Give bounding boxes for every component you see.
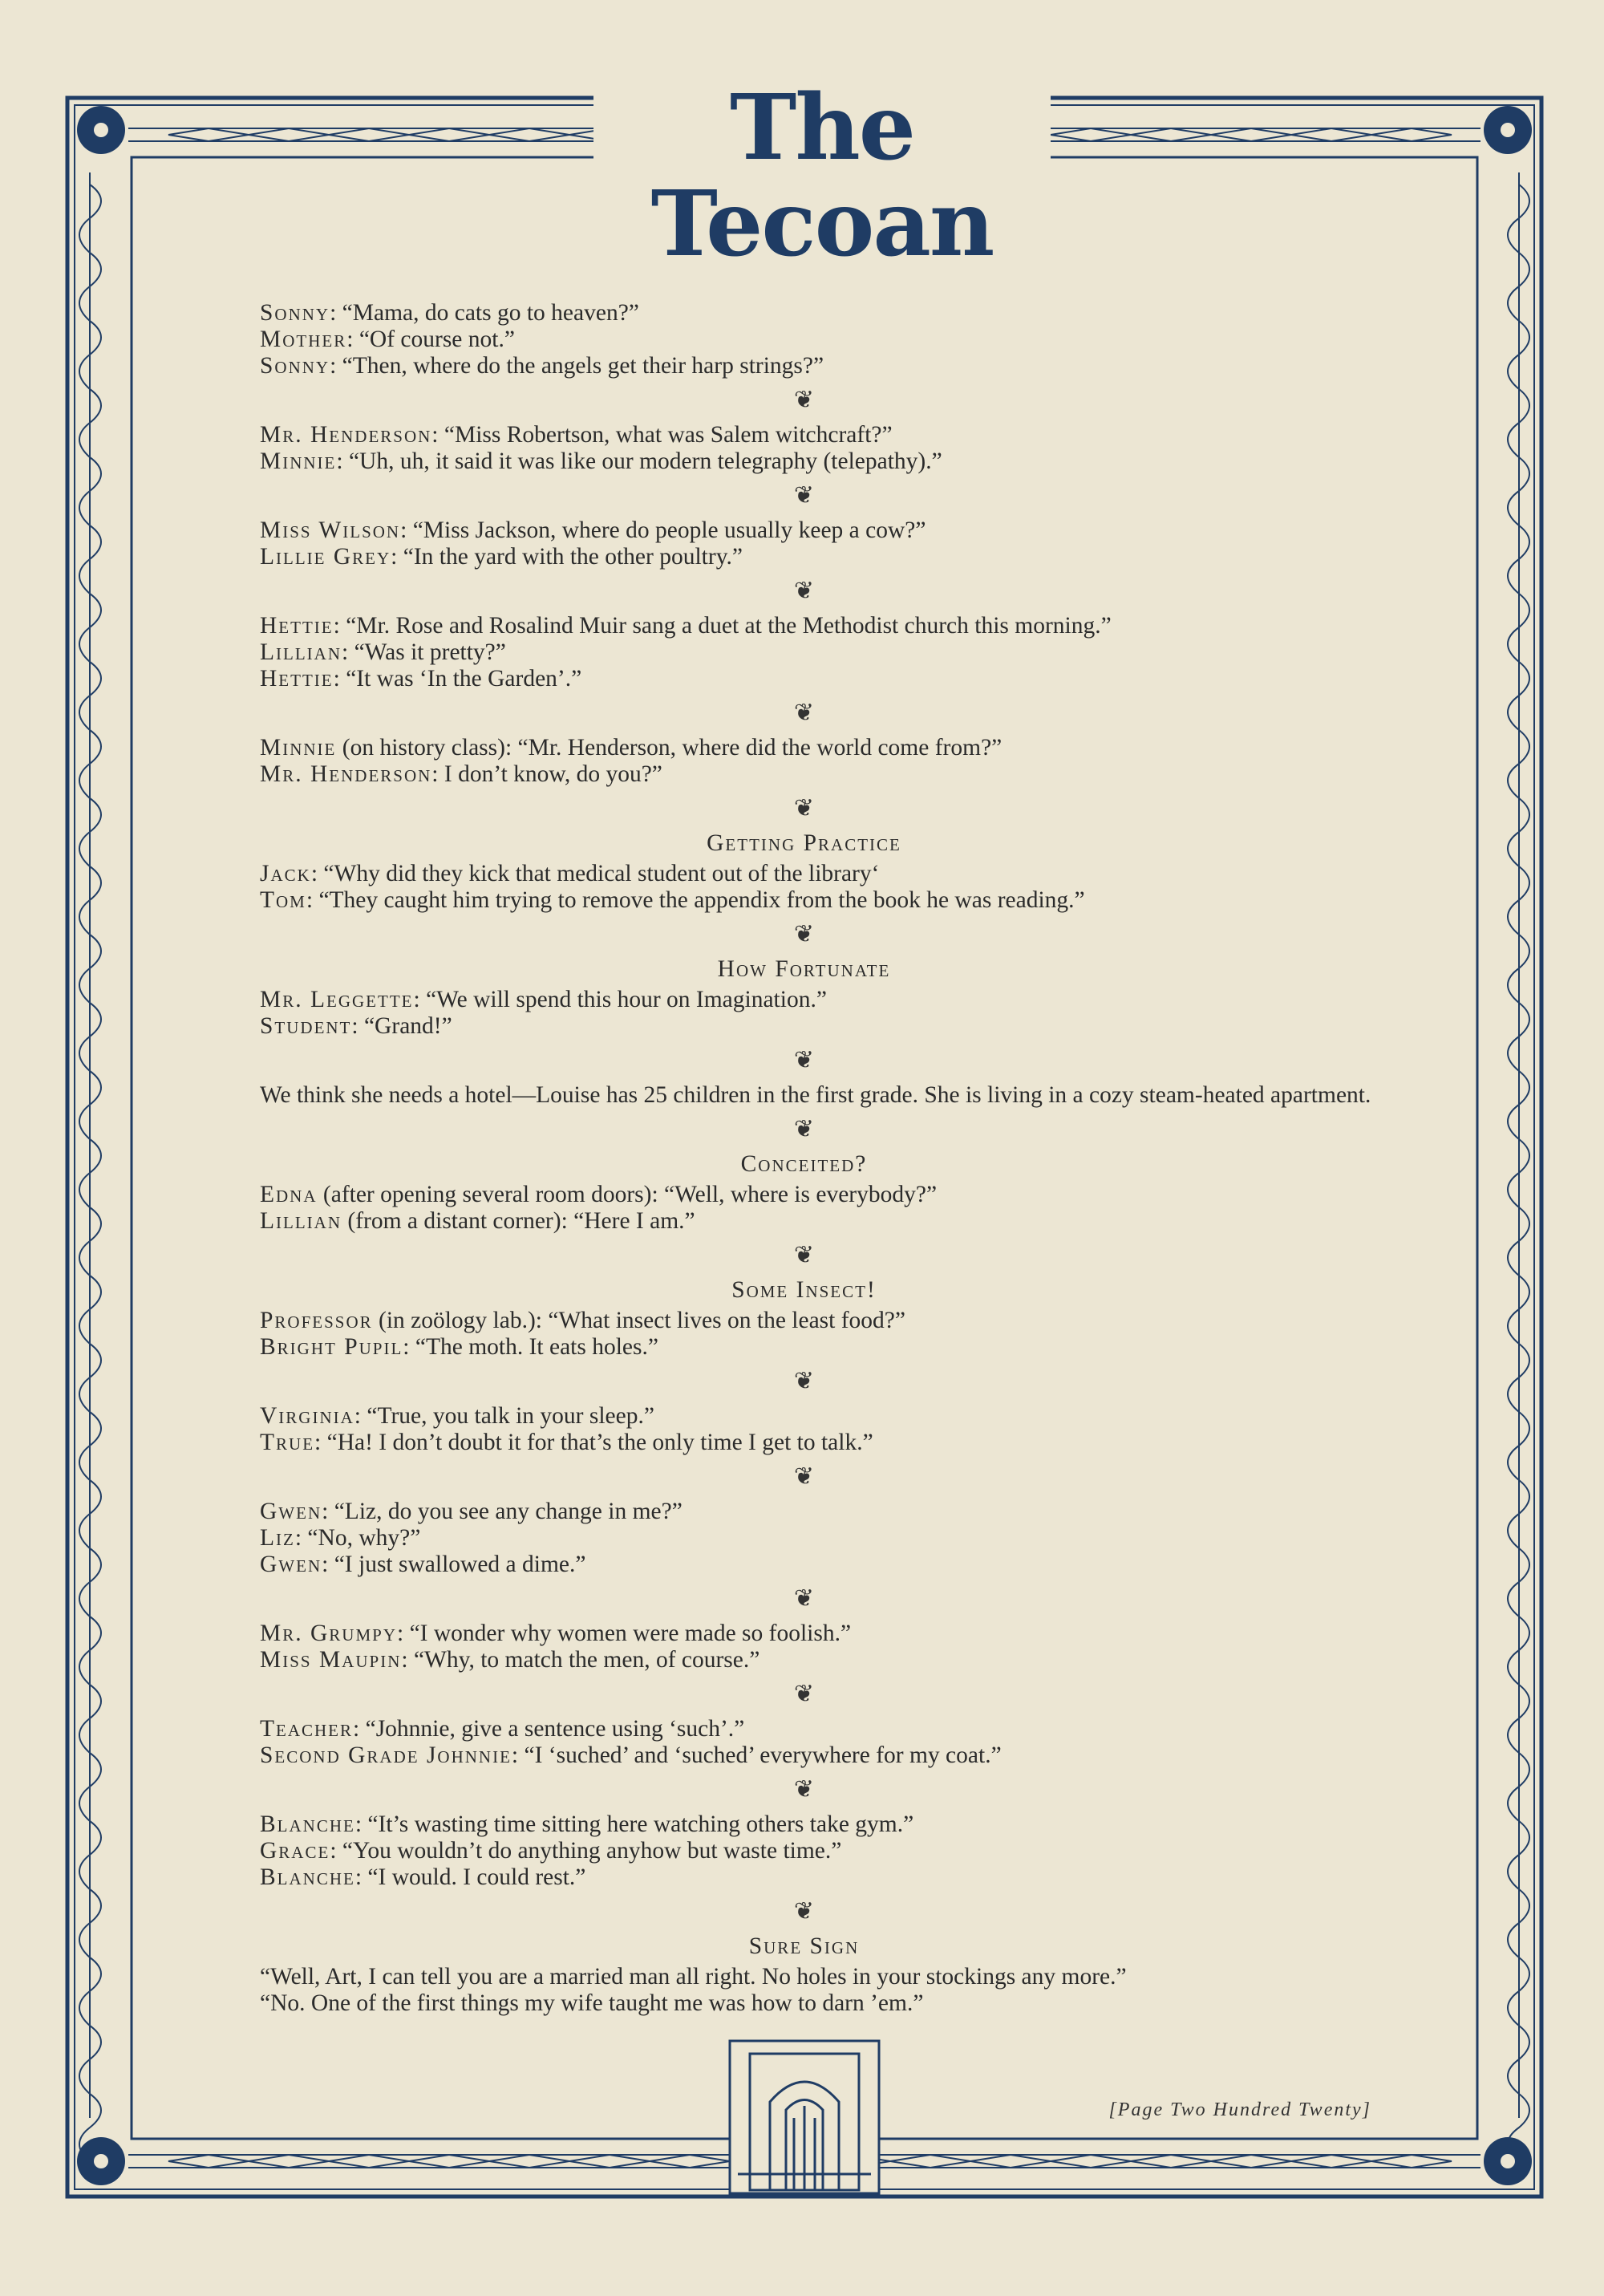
speaker-name: Lillian (260, 639, 342, 665)
speaker-name: Blanche (260, 1811, 355, 1837)
speaker-separator: : (322, 1499, 334, 1524)
spoken-text: “Of course not.” (358, 327, 515, 352)
dialogue-line (233, 544, 1375, 570)
speaker-name: Hettie (260, 666, 334, 692)
band-diamond-bottom (168, 2155, 249, 2168)
speaker-name: Bright Pupil (260, 1334, 403, 1360)
masthead-title: The Tecoan (593, 80, 1051, 176)
dialogue-line (233, 1716, 1375, 1742)
speaker-name: Minnie (260, 735, 337, 761)
speaker-name: Mr. Grumpy (260, 1621, 397, 1646)
speaker-separator: : (403, 1334, 415, 1360)
dialogue-line (233, 861, 1375, 887)
spoken-text: (from a distant corner): “Here I am.” (347, 1208, 695, 1234)
speaker-separator: : (322, 1552, 334, 1577)
joke-heading: Getting Practice (707, 830, 901, 856)
spoken-text: “I ‘suched’ and ‘suched’ everywhere for my coat.” (524, 1742, 1002, 1768)
spoken-text: “You wouldn’t do anything anyhow but waste time.” (342, 1838, 842, 1864)
joke-heading: Sure Sign (748, 1933, 860, 1959)
speaker-separator: : (354, 1811, 368, 1837)
band-diamond-top (409, 128, 489, 141)
speaker-separator (336, 735, 342, 761)
separator-ornament: ❦ (793, 1681, 815, 1707)
speaker-separator: : (353, 1716, 366, 1742)
joke-block (233, 1933, 1375, 2017)
speaker-separator: : (330, 353, 342, 379)
separator-ornament: ❦ (793, 700, 815, 726)
dialogue-line (233, 1621, 1375, 1647)
speaker-separator: : (351, 1013, 364, 1039)
speaker-separator: : (333, 613, 346, 639)
dialogue-line (233, 613, 1375, 639)
prose-line: “Well, Art, I can tell you are a married man all right. No holes in your stockings any more.” (260, 1964, 1127, 1990)
dialogue-line (233, 1013, 1375, 1040)
speaker-separator: : (306, 887, 319, 913)
speaker-name: Gwen (260, 1499, 322, 1524)
speaker-name: Miss Wilson (260, 517, 401, 543)
band-diamond-top (1131, 128, 1211, 141)
dialogue-line (233, 327, 1375, 353)
speaker-name: Virginia (260, 1403, 354, 1429)
separator-ornament: ❦ (793, 387, 815, 413)
dialogue-line (233, 1308, 1375, 1334)
band-diamond-bottom (329, 2155, 409, 2168)
speaker-name: Hettie (260, 613, 334, 639)
band-diamond-bottom (970, 2155, 1051, 2168)
speaker-separator: : (413, 987, 427, 1012)
dialogue-line (233, 639, 1375, 666)
dialogue-line (233, 1552, 1375, 1578)
speaker-name: Mother (260, 327, 347, 352)
separator-ornament: ❦ (793, 795, 815, 821)
dialogue-line (233, 448, 1375, 475)
joke-block (233, 422, 1375, 475)
speaker-separator (318, 1182, 323, 1207)
dialogue-line (233, 1647, 1375, 1673)
speaker-name: True (260, 1430, 315, 1455)
dialogue-line (233, 353, 1375, 379)
spoken-text: (after opening several room doors): “Well, where is everybody?” (322, 1182, 938, 1207)
joke-heading: Some Insect! (731, 1277, 877, 1303)
speaker-name: Tom (260, 887, 306, 913)
speaker-separator: : (346, 327, 359, 352)
spoken-text: “Ha! I don’t doubt it for that’s the only time I get to talk.” (326, 1430, 873, 1455)
separator-ornament: ❦ (793, 1585, 815, 1612)
spoken-text: “Uh, uh, it said it was like our modern telegraphy (telepathy).” (348, 448, 942, 474)
spoken-text: “It’s wasting time sitting here watching others take gym.” (367, 1811, 914, 1837)
separator-ornament: ❦ (793, 578, 815, 604)
spoken-text: “They caught him trying to remove the appendix from the book he was reading.” (318, 887, 1085, 913)
band-diamond-top (1291, 128, 1371, 141)
spoken-text: “Miss Robertson, what was Salem witchcraft?” (444, 422, 893, 448)
speaker-name: Mr. Henderson (260, 761, 432, 787)
speaker-name: Grace (260, 1838, 330, 1864)
separator-ornament: ❦ (793, 1242, 815, 1268)
dialogue-line (233, 1742, 1375, 1769)
speaker-separator: : (336, 448, 349, 474)
dialogue-line (233, 1525, 1375, 1552)
spoken-text: “In the yard with the other poultry.” (403, 544, 743, 570)
dialogue-line (233, 1499, 1375, 1525)
spoken-text: “Miss Jackson, where do people usually keep a cow?” (412, 517, 926, 543)
dialogue-line (233, 422, 1375, 448)
speaker-separator: : (396, 1621, 410, 1646)
dialogue-line (233, 1182, 1375, 1208)
band-diamond-bottom (1051, 2155, 1131, 2168)
separator-ornament: ❦ (793, 1116, 815, 1142)
dialogue-line (233, 887, 1375, 914)
dialogue-line (233, 1811, 1375, 1838)
spoken-text: “Mr. Rose and Rosalind Muir sang a duet at the Methodist church this morning.” (346, 613, 1112, 639)
speaker-separator: : (333, 666, 346, 692)
dialogue-line (233, 1838, 1375, 1864)
dialogue-line (233, 1403, 1375, 1430)
spoken-text: “Why, to match the men, of course.” (413, 1647, 760, 1673)
band-diamond-top (249, 128, 329, 141)
speaker-name: Lillie Grey (260, 544, 391, 570)
speaker-name: Gwen (260, 1552, 322, 1577)
spoken-text: “We will spend this hour on Imagination.” (426, 987, 827, 1012)
joke-block (233, 1716, 1375, 1769)
jokes-column (233, 300, 1375, 2017)
dialogue-line (233, 666, 1375, 692)
band-diamond-bottom (489, 2155, 569, 2168)
doorway-emblem (730, 2041, 879, 2193)
joke-block (233, 1621, 1375, 1673)
band-diamond-top (489, 128, 569, 141)
corner-rosette-top-left (77, 106, 125, 154)
separator-ornament: ❦ (793, 1047, 815, 1073)
prose-line: We think she needs a hotel—Louise has 25 children in the first grade. She is living in a cozy steam-heated apartment. (260, 1082, 1371, 1108)
band-diamond-top (1371, 128, 1452, 141)
spoken-text: (in zoölogy lab.): “What insect lives on the least food?” (379, 1308, 905, 1333)
speaker-name: Sonny (260, 353, 330, 379)
joke-block (233, 517, 1375, 570)
joke-block (233, 1151, 1375, 1235)
dialogue-line (233, 1334, 1375, 1361)
band-diamond-bottom (249, 2155, 329, 2168)
spoken-text: “Was it pretty?” (354, 639, 506, 665)
corner-rosette-bottom-right (1484, 2137, 1532, 2185)
spoken-text: “The moth. It eats holes.” (415, 1334, 658, 1360)
speaker-separator: : (391, 544, 403, 570)
speaker-name: Teacher (260, 1716, 354, 1742)
band-diamond-bottom (1211, 2155, 1291, 2168)
spoken-text: “I would. I could rest.” (367, 1864, 586, 1890)
separator-ornament: ❦ (793, 921, 815, 947)
spoken-text: “No, why?” (307, 1525, 421, 1551)
speaker-name: Student (260, 1013, 352, 1039)
joke-block (233, 1499, 1375, 1578)
separator-ornament: ❦ (793, 482, 815, 509)
corner-rosette-top-right (1484, 106, 1532, 154)
joke-block (233, 1403, 1375, 1456)
spoken-text: “Mama, do cats go to heaven?” (342, 300, 639, 326)
joke-block (233, 300, 1375, 379)
band-diamond-top (329, 128, 409, 141)
speaker-separator: : (330, 1838, 342, 1864)
separator-ornament: ❦ (793, 1463, 815, 1490)
spoken-text: “True, you talk in your sleep.” (367, 1403, 654, 1429)
speaker-separator: : (310, 861, 324, 886)
joke-block (233, 613, 1375, 692)
band-diamond-top (168, 128, 249, 141)
speaker-separator: : (400, 517, 413, 543)
dialogue-line (233, 735, 1375, 761)
band-diamond-bottom (409, 2155, 489, 2168)
speaker-separator: : (342, 639, 354, 665)
speaker-name: Lillian (260, 1208, 342, 1234)
speaker-separator: : (511, 1742, 525, 1768)
dialogue-line (233, 1208, 1375, 1235)
speaker-separator: : (330, 300, 342, 326)
spoken-text: (on history class): “Mr. Henderson, where did the world come from?” (342, 735, 1003, 761)
spoken-text: “Grand!” (363, 1013, 452, 1039)
speaker-name: Professor (260, 1308, 373, 1333)
separator-ornament: ❦ (793, 1368, 815, 1394)
band-diamond-bottom (569, 2155, 650, 2168)
spoken-text: “Johnnie, give a sentence using ‘such’.” (365, 1716, 745, 1742)
speaker-name: Edna (260, 1182, 318, 1207)
joke-block (233, 1082, 1375, 1109)
separator-ornament: ❦ (793, 1776, 815, 1803)
corner-rosette-bottom-left (77, 2137, 125, 2185)
speaker-name: Liz (260, 1525, 295, 1551)
speaker-separator: : (314, 1430, 327, 1455)
spoken-text: “I just swallowed a dime.” (334, 1552, 586, 1577)
band-diamond-top (1051, 128, 1131, 141)
separator-ornament: ❦ (793, 1898, 815, 1925)
speaker-separator: : (401, 1647, 414, 1673)
spoken-text: “Liz, do you see any change in me?” (334, 1499, 683, 1524)
band-diamond-bottom (1291, 2155, 1371, 2168)
dialogue-line (233, 517, 1375, 544)
speaker-separator: : (431, 422, 444, 448)
joke-block (233, 1277, 1375, 1361)
speaker-name: Mr. Henderson (260, 422, 432, 448)
speaker-name: Minnie (260, 448, 337, 474)
speaker-separator: : (354, 1403, 367, 1429)
band-diamond-top (1211, 128, 1291, 141)
spoken-text: “Then, where do the angels get their harp strings?” (342, 353, 824, 379)
spoken-text: I don’t know, do you?” (444, 761, 662, 787)
speaker-name: Blanche (260, 1864, 355, 1890)
speaker-name: Second Grade Johnnie (260, 1742, 512, 1768)
speaker-separator (373, 1308, 379, 1333)
band-diamond-bottom (890, 2155, 970, 2168)
dialogue-line (233, 300, 1375, 327)
spoken-text: “It was ‘In the Garden’.” (346, 666, 582, 692)
dialogue-line (233, 761, 1375, 788)
speaker-separator: : (294, 1525, 308, 1551)
speaker-name: Jack (260, 861, 311, 886)
joke-block (233, 830, 1375, 914)
spoken-text: “Why did they kick that medical student out of the library‘ (323, 861, 880, 886)
speaker-separator: : (354, 1864, 368, 1890)
speaker-name: Miss Maupin (260, 1647, 402, 1673)
dialogue-line (233, 987, 1375, 1013)
band-diamond-bottom (1131, 2155, 1211, 2168)
speaker-name: Sonny (260, 300, 330, 326)
spoken-text: “I wonder why women were made so foolish.” (409, 1621, 852, 1646)
joke-heading: How Fortunate (717, 956, 891, 982)
speaker-name: Mr. Leggette (260, 987, 414, 1012)
dialogue-line (233, 1864, 1375, 1891)
prose-line: “No. One of the first things my wife taught me was how to darn ’em.” (260, 1990, 924, 2016)
joke-block (233, 956, 1375, 1040)
joke-block (233, 735, 1375, 788)
joke-block (233, 1811, 1375, 1891)
dialogue-line (233, 1430, 1375, 1456)
page-number-footer: [Page Two Hundred Twenty] (1108, 2099, 1371, 2120)
band-diamond-bottom (650, 2155, 730, 2168)
band-diamond-bottom (1371, 2155, 1452, 2168)
speaker-separator: : (431, 761, 444, 787)
joke-heading: Conceited? (740, 1151, 868, 1177)
